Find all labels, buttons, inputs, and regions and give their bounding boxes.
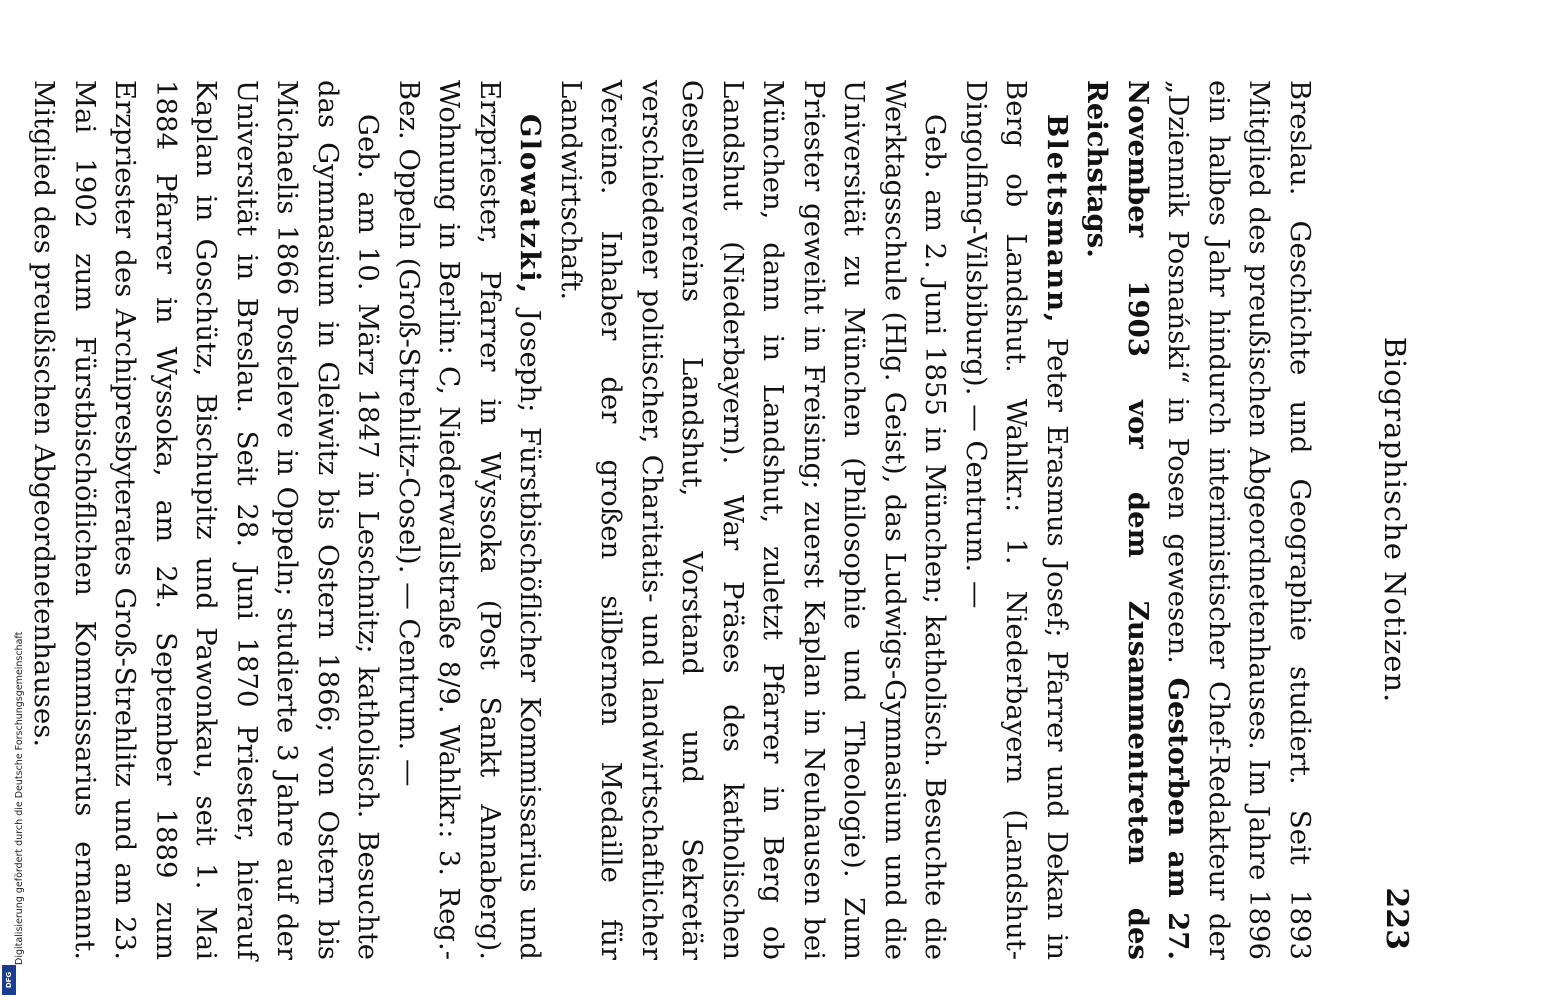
paragraph: [1077, 80, 1320, 960]
paragraph-text: Peter Erasmus Josef; Pfarrer und Dekan in Berg ob Landshut. Wahlkr.: 1. Niederbayern (Landshut-Dingolfing-Vilsbiburg). — Centrum. —: [960, 80, 1073, 960]
body-text: [24, 80, 1320, 960]
dfg-logo: [2, 965, 16, 995]
running-head: [1360, 80, 1420, 960]
paragraph-text: Geb. am 2. Juni 1855 in München; katholisch. Besuchte die Werktagsschule (Hlg. Geist), das Ludwigs-Gymnasium und die Universität zu München (Philosophie und Theologie). Zum Priester geweiht in Freising; zuerst Kaplan in Neuhausen bei München, dann in Landshut, zuletzt Pfarrer in Berg ob Landshut (Niederbayern). War Präses des katholischen Gesellenvereins Landshut, Vorstand und Sekretär verschiedener politischer, Charitatis- und landwirtschaftlicher Vereine. Inhaber der großen silbernen Medaille für Landwirtschaft.: [555, 80, 952, 960]
emphasized-text: Gestorben am 27. November 1903 vor dem Zusammentreten des Reichstags.: [1081, 80, 1195, 960]
dfg-credit-text: Digitalisierung gefördert durch die Deutsche Forschungsgemeinschaft: [14, 631, 25, 965]
running-title: Biographische Notizen.: [1378, 336, 1412, 704]
scanned-page: [28, 80, 1420, 960]
paragraph-text: Breslau. Geschichte und Geographie studiert. Seit 1893 Mitglied des preußischen Abgeordnetenhauses. Im Jahre 1896 ein halbes Jahr hindurch interimistischer Chef-Redakteur der „Dziennik Posnański“ in Posen gewesen.: [1162, 80, 1316, 960]
paragraph: [956, 80, 1078, 960]
emphasized-text: Blettsmann,: [1041, 114, 1073, 325]
paragraph: [551, 80, 956, 960]
paragraph: [389, 80, 551, 960]
paragraph-text: Geb. am 10. März 1847 in Leschnitz; katholisch. Besuchte das Gymnasium in Gleiwitz bis Ostern 1866; von Ostern bis Michaelis 1866 Postelevе in Oppeln; studierte 3 Jahre auf der Universität in Breslau. Seit 28. Juni 1870 Priester, hierauf Kaplan in Goschütz, Bischupitz und Pawonkau, seit 1. Mai 1884 Pfarrer in Wyssoka, am 24. September 1889 zum Erzpriester des Archipresbyterates Groß-Strehlitz und am 23. Mai 1902 zum Fürstbischöflichen Kommissarius ernannt. Mitglied des preußischen Abgeordnetenhauses.: [28, 80, 385, 960]
dfg-credit-sidebar: [0, 0, 24, 1000]
paragraph: [24, 80, 389, 960]
emphasized-text: Glowatzki,: [514, 114, 547, 296]
page-number: 223: [1379, 887, 1414, 950]
dfg-logo-text: DFG: [5, 971, 13, 989]
paragraph-text: Joseph; Fürstbischöflicher Kommissarius und Erzpriester, Pfarrer in Wyssoka (Post Sankt Annaberg). Wohnung in Berlin: C, Niederwallstraße 8/9. Wahlkr.: 3. Reg.-Bez. Oppeln (Groß-Strehlitz-Cosel). — Centrum. —: [393, 80, 547, 960]
